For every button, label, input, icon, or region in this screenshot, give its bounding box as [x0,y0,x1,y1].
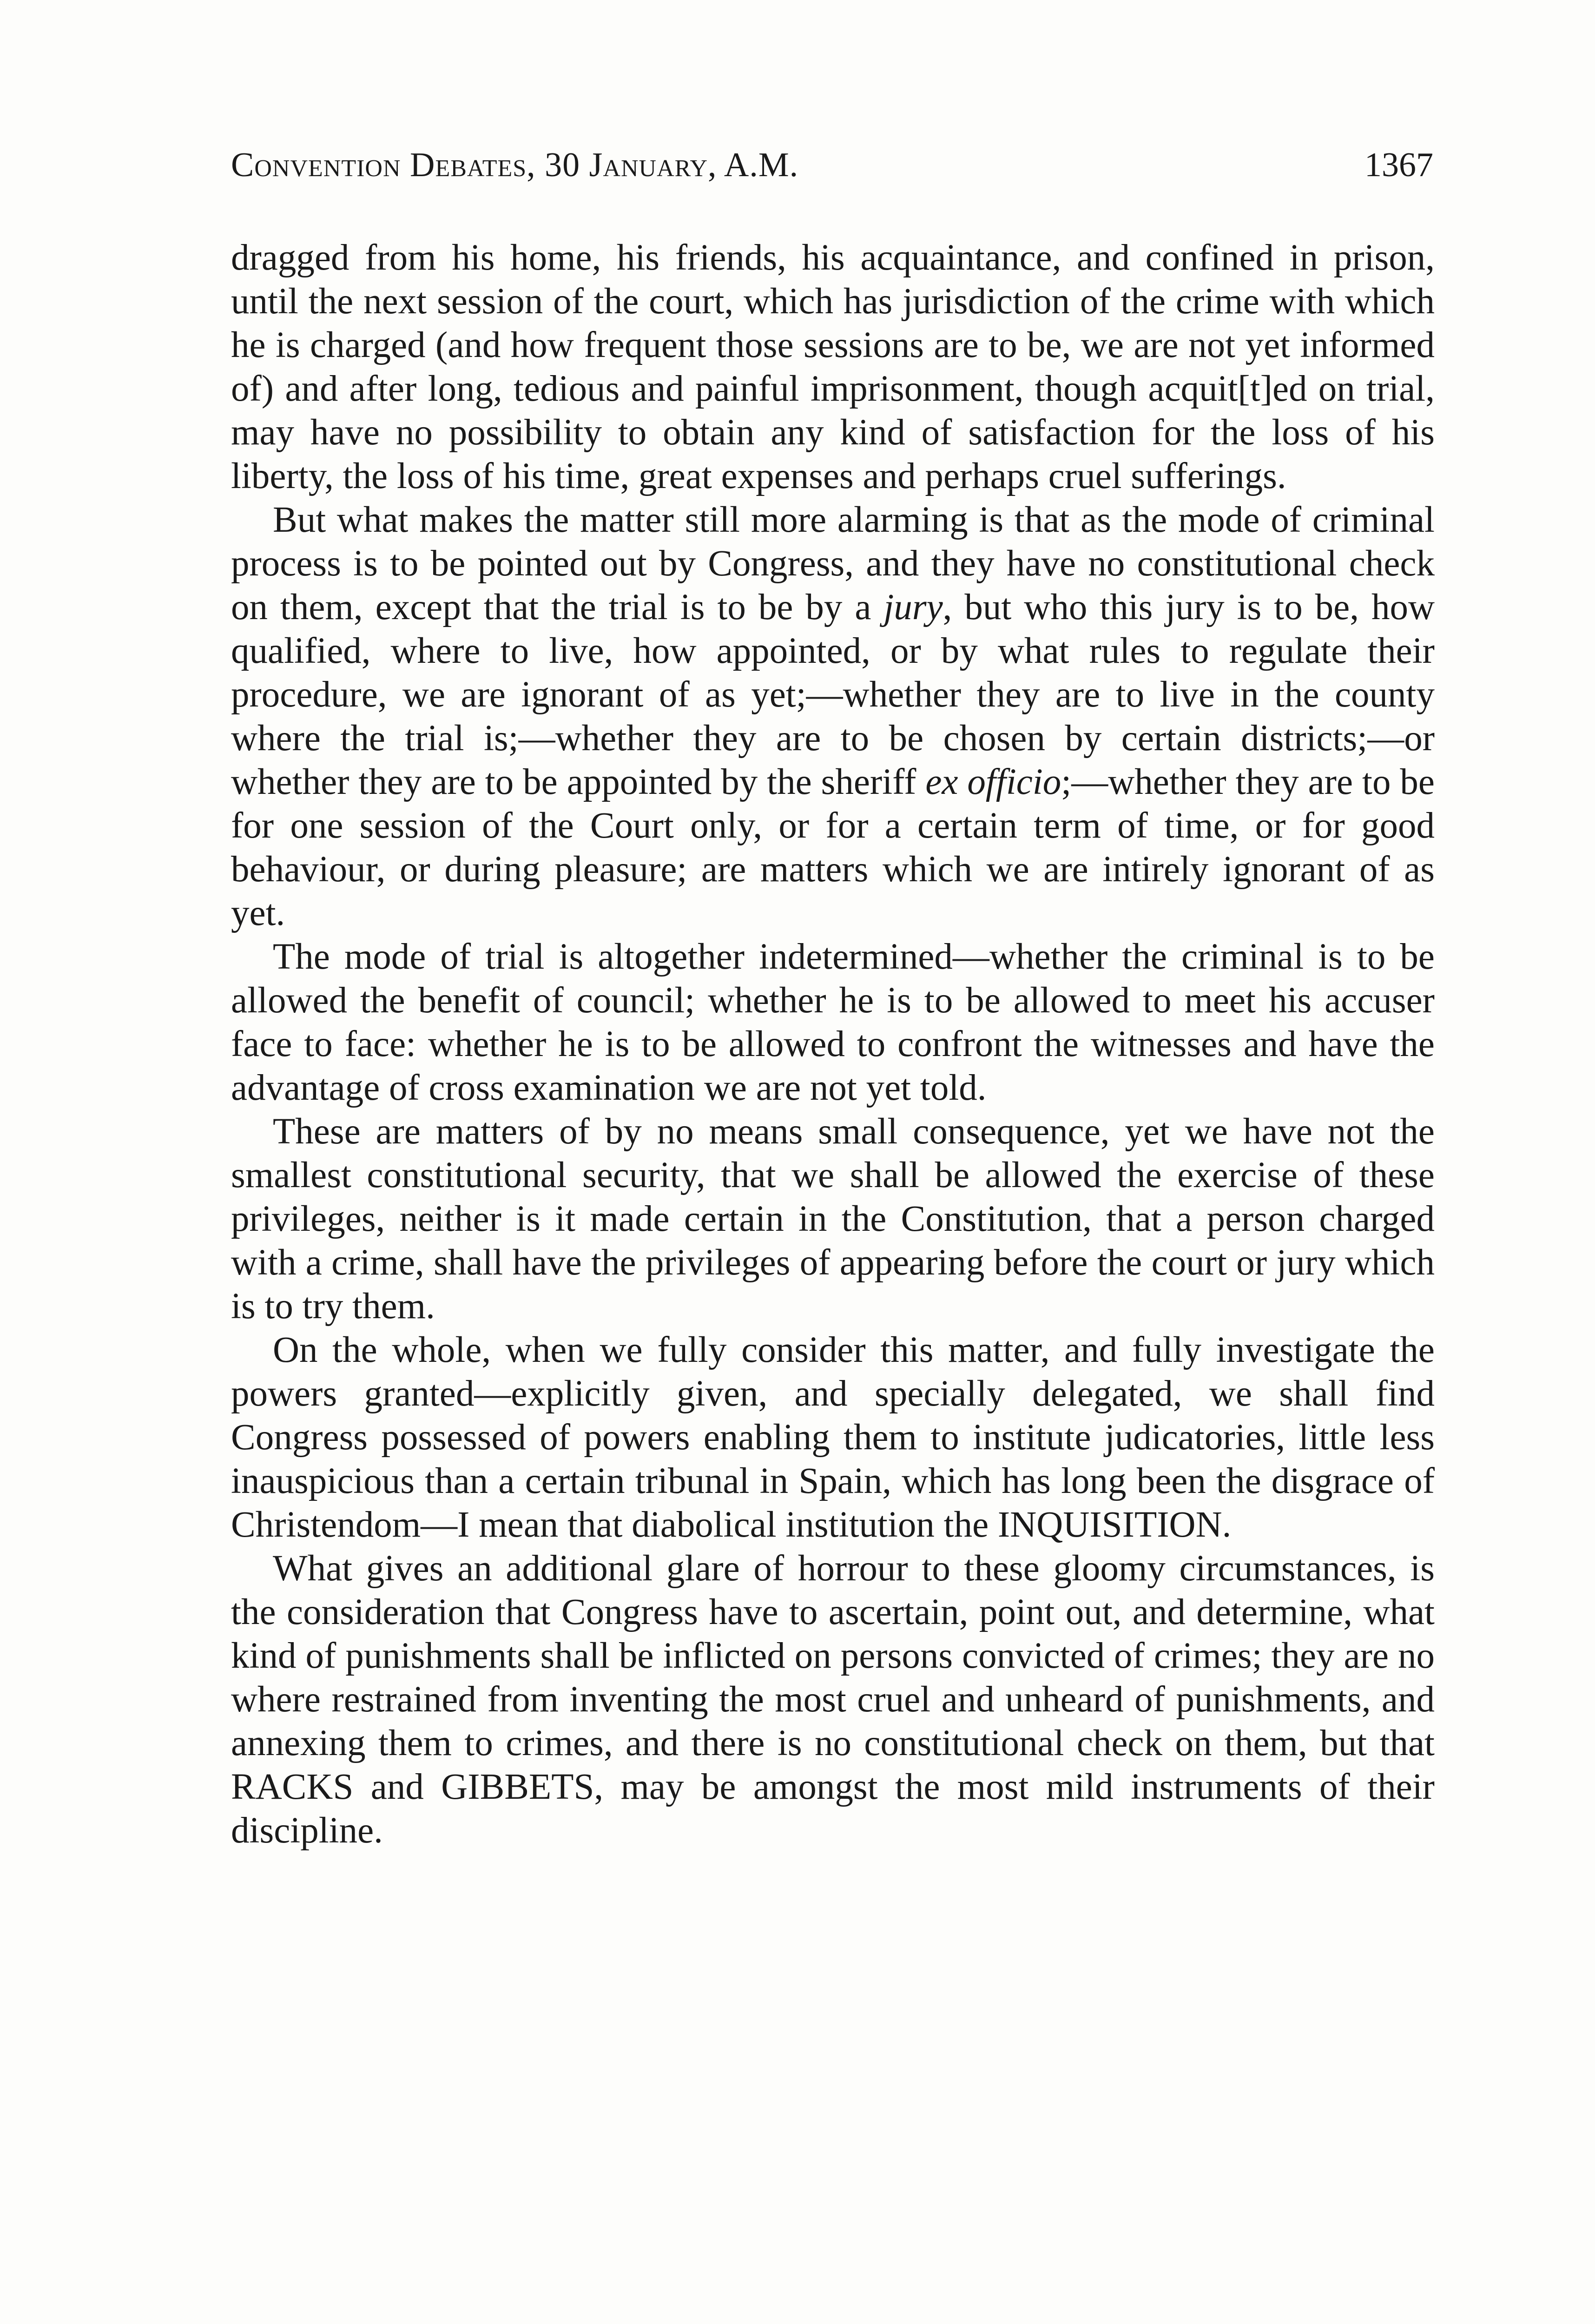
paragraph-6-text: What gives an additional glare of horrour to these gloomy circumstances, is the consideration that Congress have to ascertain, point out, and determine, what kind of punishments shall be inflicted on persons convicted of crimes; they are no where restrained from inventing the most cruel and unheard of punishments, and annexing them to crimes, and there is no constitutional check on them, but that RACKS and GIBBETS, may be amongst the most mild instruments of their discipline. [231,1548,1435,1851]
paragraph-1 [231,236,1435,498]
paragraph-3-text: The mode of trial is altogether indetermined—whether the criminal is to be allowed the benefit of council; whether he is to be allowed to meet his accuser face to face: whether he is to be allowed to confront the witnesses and have the advantage of cross examination we are not yet told. [231,937,1435,1108]
paragraph-2-text-e: ;—whether they are to be for one session of the Court only, or for a certain term of time, or for good behaviour, or during pleasure; are matters which we are intirely ignorant of as yet. [231,762,1435,933]
paragraph-5 [231,1328,1435,1547]
paragraph-3 [231,935,1435,1110]
running-head-title: Convention Debates, 30 January, A.M. [231,146,799,184]
paragraph-6 [231,1547,1435,1853]
paragraph-2 [231,498,1435,935]
paragraph-4 [231,1110,1435,1328]
page-number: 1367 [1364,146,1433,184]
paragraph-2-text-c: , but who this jury is to be, how qualified, where to live, how appointed, or by what rules to regulate their procedure, we are ignorant of as yet;—whether they are to live in the county where the trial is;—whether they are to be chosen by certain districts;—or whether they are to be appointed by the sheriff [231,587,1435,802]
paragraph-4-text: These are matters of by no means small consequence, yet we have not the smallest constitutional security, that we shall be allowed the exercise of these privileges, neither is it made certain in the Constitution, that a person charged with a crime, shall have the privileges of appearing before the court or jury which is to try them. [231,1111,1435,1327]
running-head [231,139,1433,191]
paragraph-5-text: On the whole, when we fully consider this matter, and fully investigate the powers granted—explicitly given, and specially delegated, we shall find Congress possessed of powers enabling them to institute judicatories, little less inauspicious than a certain tribunal in Spain, which has long been the disgrace of Christendom—I mean that diabolical institution the INQUISITION. [231,1330,1435,1545]
italic-ex-officio: ex officio [925,762,1061,802]
paragraph-2-text-a: But what makes the matter still more alarming is that as the mode of criminal process is to be pointed out by Congress, and they have no constitutional check on them, except that the trial is to be by a [231,500,1435,627]
italic-jury: jury [883,587,943,627]
paragraph-1-text: dragged from his home, his friends, his acquaintance, and confined in prison, until the next session of the court, which has jurisdiction of the crime with which he is charged (and how frequent those sessions are to be, we are not yet informed of) and after long, tedious and painful imprisonment, though acquit[t]ed on trial, may have no possibility to obtain any kind of satisfaction for the loss of his liberty, the loss of his time, great expenses and perhaps cruel sufferings. [231,238,1435,496]
body-text [231,236,1435,1853]
